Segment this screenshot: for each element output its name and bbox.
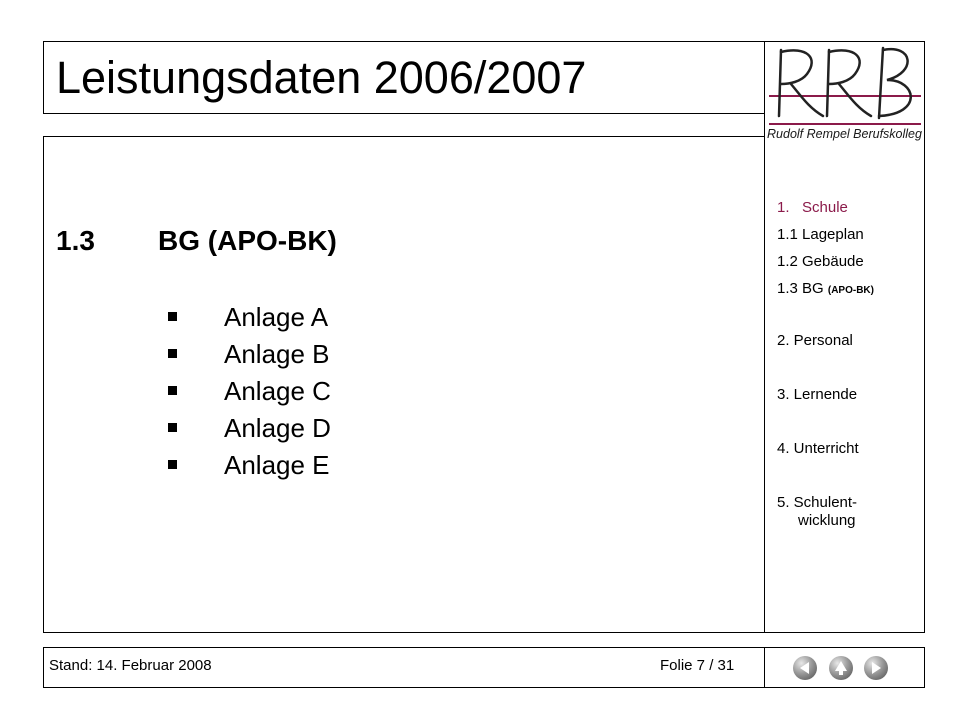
nav-gebaeude[interactable]: 1.2 Gebäude (777, 253, 864, 270)
nav-lageplan[interactable]: 1.1 Lageplan (777, 226, 864, 243)
nav-bg-main: 1.3 BG (777, 280, 824, 297)
section-heading: BG (APO-BK) (158, 225, 337, 256)
nav-bg-apo-bk[interactable] (777, 280, 874, 300)
next-slide-button[interactable] (864, 656, 888, 680)
content-frame (43, 136, 765, 633)
bullet-icon (168, 349, 177, 358)
bullet-icon (168, 386, 177, 395)
arrow-right-icon (864, 656, 888, 680)
nav-schule-label: Schule (802, 199, 848, 216)
bullet-label: Anlage D (224, 413, 331, 443)
bullet-icon (168, 312, 177, 321)
bullet-label: Anlage C (224, 376, 331, 406)
nav-schulentwicklung[interactable] (777, 494, 857, 530)
section-number: 1.3 (56, 225, 95, 256)
nav-schulentwicklung-line2: wicklung (798, 512, 856, 529)
footer-date: Stand: 14. Februar 2008 (49, 657, 212, 674)
arrow-up-icon (829, 656, 853, 680)
bullet-icon (168, 423, 177, 432)
bullet-label: Anlage B (224, 339, 330, 369)
arrow-left-icon (793, 656, 817, 680)
nav-schule[interactable] (777, 199, 848, 217)
bullet-icon (168, 460, 177, 469)
nav-personal[interactable]: 2. Personal (777, 332, 853, 349)
nav-schule-number: 1. (777, 199, 790, 216)
bullet-label: Anlage A (224, 302, 329, 332)
nav-bg-small: (APO-BK) (827, 285, 874, 296)
bullet-label: Anlage E (224, 450, 330, 480)
nav-lernende[interactable]: 3. Lernende (777, 386, 858, 403)
nav-unterricht[interactable]: 4. Unterricht (777, 440, 859, 457)
footer-divider (764, 647, 765, 688)
slide-counter: Folie 7 / 31 (660, 657, 735, 674)
previous-slide-button[interactable] (793, 656, 817, 680)
nav-schulentwicklung-line1: 5. Schulent- (777, 494, 858, 511)
page-title: Leistungsdaten 2006/2007 (56, 52, 587, 103)
home-slide-button[interactable] (829, 656, 853, 680)
logo-subtitle: Rudolf Rempel Berufskolleg (767, 127, 922, 141)
